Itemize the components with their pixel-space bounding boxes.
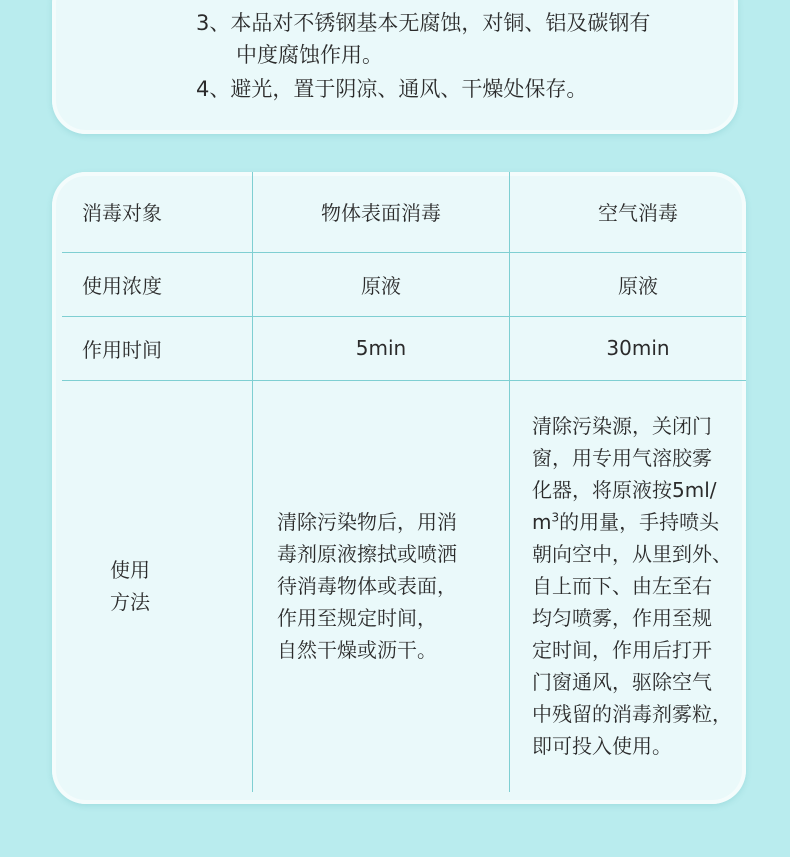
duration-air: 30min: [510, 316, 747, 380]
method-air: [510, 380, 747, 792]
note-item-3: 3、本品对不锈钢基本无腐蚀，对铜、铝及碳钢有: [196, 11, 651, 35]
method-surface-line: 毒剂原液擦拭或喷洒: [277, 542, 457, 567]
usage-table: [62, 172, 746, 792]
method-label-line: 方法: [110, 590, 150, 615]
usage-table-card: [52, 172, 746, 804]
table-row-method: [62, 380, 746, 792]
concentration-label: 使用浓度: [62, 252, 253, 316]
method-air-line: 定时间，作用后打开: [532, 638, 712, 663]
header-surface: 物体表面消毒: [253, 172, 510, 252]
method-air-line: 化器，将原液按5ml/: [532, 478, 717, 503]
method-label: [62, 380, 253, 792]
concentration-surface: 原液: [253, 252, 510, 316]
method-surface: [253, 380, 510, 792]
method-surface-line: 自然干燥或沥干。: [277, 638, 437, 663]
note-item-3-continued: 中度腐蚀作用。: [236, 43, 383, 67]
header-air: 空气消毒: [510, 172, 747, 252]
method-surface-line: 待消毒物体或表面，: [277, 574, 457, 599]
method-air-line: [532, 506, 746, 538]
method-label-line: 使用: [110, 558, 150, 583]
method-air-line-rest: 的用量，手持喷头: [559, 510, 720, 535]
method-air-line: 中残留的消毒剂雾粒，: [532, 702, 732, 727]
duration-label: 作用时间: [62, 316, 253, 380]
method-air-line: 清除污染源，关闭门: [532, 414, 712, 439]
unit-exponent: 3: [551, 510, 560, 525]
method-air-line: 即可投入使用。: [532, 734, 672, 759]
note-item-4: 4、避光，置于阴凉、通风、干燥处保存。: [196, 77, 588, 101]
concentration-air: 原液: [510, 252, 747, 316]
method-air-line: 门窗通风，驱除空气: [532, 670, 712, 695]
table-header-row: [62, 172, 746, 252]
method-surface-line: 作用至规定时间，: [277, 606, 437, 631]
unit-m: m: [532, 510, 552, 535]
table-row-duration: [62, 316, 746, 380]
method-air-line: 朝向空中，从里到外、: [532, 542, 732, 567]
method-air-line: 自上而下、由左至右: [532, 574, 712, 599]
header-target: 消毒对象: [62, 172, 253, 252]
table-row-concentration: [62, 252, 746, 316]
duration-surface: 5min: [253, 316, 510, 380]
method-air-line: 窗，用专用气溶胶雾: [532, 446, 712, 471]
method-surface-line: 清除污染物后，用消: [277, 510, 457, 535]
method-air-line: 均匀喷雾，作用至规: [532, 606, 712, 631]
